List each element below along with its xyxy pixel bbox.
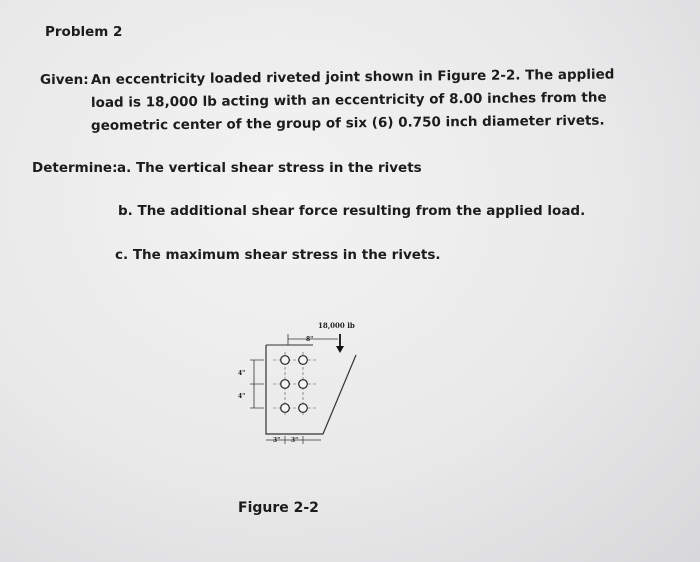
- problem-title: Problem 2: [45, 24, 123, 40]
- horizontal-spacing-label-1: 3": [273, 437, 281, 444]
- figure-caption: Figure 2-2: [238, 500, 319, 516]
- determine-item-c: c. The maximum shear stress in the rivets.: [115, 247, 441, 263]
- rivet: [281, 356, 290, 365]
- given-text-line-2: load is 18,000 lb acting with an eccentricity of 8.00 inches from the: [90, 89, 607, 111]
- given-label: Given:: [40, 72, 89, 88]
- load-arrow-head: [336, 346, 344, 353]
- rivet: [299, 404, 308, 413]
- determine-label: Determine:: [32, 160, 118, 176]
- bracket-plate: [266, 345, 356, 434]
- rivet: [299, 356, 308, 365]
- vertical-spacing-label-2: 4": [238, 393, 246, 400]
- rivet: [281, 404, 290, 413]
- given-text-line-1: An eccentricity loaded riveted joint shown in Figure 2-2. The applied: [90, 66, 615, 88]
- horizontal-spacing-label-2: 3": [291, 437, 299, 444]
- eccentricity-label: 8": [306, 336, 314, 343]
- vertical-spacing-label-1: 4": [238, 370, 246, 377]
- load-label: 18,000 lb: [318, 321, 355, 330]
- riveted-joint-figure: [228, 312, 368, 452]
- rivet: [281, 380, 290, 389]
- determine-item-a: a. The vertical shear stress in the rivets: [117, 160, 422, 176]
- determine-item-b: b. The additional shear force resulting from the applied load.: [118, 203, 586, 219]
- rivet: [299, 380, 308, 389]
- given-text-line-3: geometric center of the group of six (6) 0.750 inch diameter rivets.: [90, 112, 605, 134]
